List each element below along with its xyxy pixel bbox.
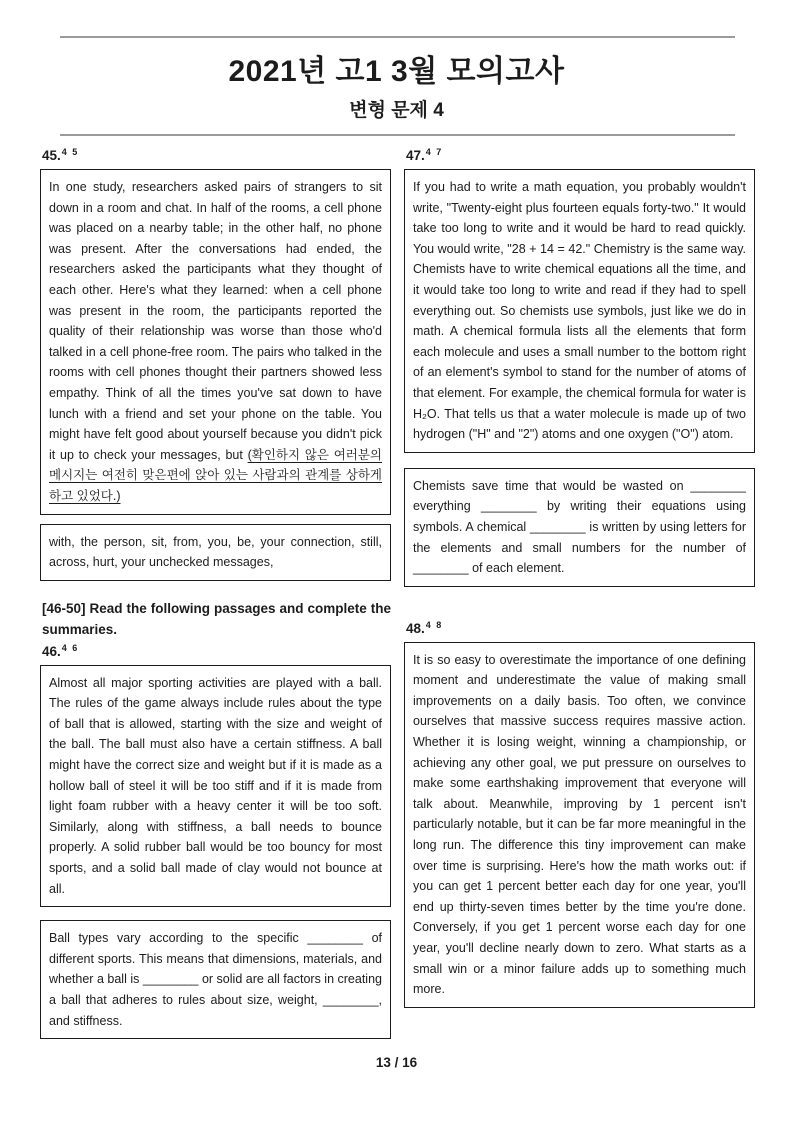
question-48-number: 48.	[406, 620, 425, 636]
header-divider-top	[60, 36, 735, 38]
question-47-label	[406, 148, 755, 165]
left-column	[40, 148, 391, 1039]
question-47-summary-text: Chemists save time that would be wasted on ________ everything ________ by writing their equations using symbols. A chemical ________ is written by using letters for the elements and small numbers for the number of ________ of each element.	[413, 478, 746, 576]
section-46-50-heading: [46-50] Read the following passages and complete the summaries.	[42, 600, 391, 637]
question-46-superscript: 4 6	[61, 642, 79, 653]
question-48-label	[406, 621, 755, 638]
exam-subtitle: 변형 문제 4	[349, 100, 444, 121]
question-46-number: 46.	[42, 643, 61, 659]
question-45-passage-text: In one study, researchers asked pairs of strangers to sit down in a room and chat. In half of the rooms, a cell phone was placed on a nearby table; in the other half, no phone was present. After the conversations had ended, the researchers asked the participants what they thought of each other. Here's what they learned: when a cell phone was present in the room, the participants reported the quality of their relationship was worse than those who'd talked in a cell phone-free room. The pairs who talked in the rooms with cell phones thought their partners showed less empathy. Think of all the times you've sat down to have lunch with a friend and set your phone on the table. You might have felt good about yourself because you didn't pick it up to check your messages, but	[49, 180, 382, 462]
question-46-passage-box	[40, 665, 391, 908]
question-45-label	[42, 148, 391, 165]
question-47-number: 47.	[406, 148, 425, 163]
question-48-passage-text: It is so easy to overestimate the importance of one defining moment and underestimate the value of making small improvements on a daily basis. Too often, we convince ourselves that massive success requires massive action. Whether it is losing weight, winning a championship, or achieving any other goal, we put pressure on ourselves to make some earthshaking improvement that everyone will talk about. Meanwhile, improving by 1 percent isn't particularly notable, but it can be far more meaningful in the long run. The difference this tiny improvement can make over time is surprising. Here's how the math works out: if you can get 1 percent better each day for one year, you'll end up thirty-seven times better by the time you're done. Conversely, if you get 1 percent worse each day for one year, you'll decline nearly down to zero. What starts as a small win or a minor failure adds up to something much more.	[413, 652, 746, 997]
content-columns	[0, 142, 793, 1039]
question-47-summary-box	[404, 468, 755, 587]
question-45-superscript: 4 5	[61, 147, 79, 157]
right-column	[404, 148, 755, 1008]
question-48-passage-box	[404, 642, 755, 1008]
question-45-word-bank-box	[40, 524, 391, 581]
page-number: 13 / 16	[375, 1055, 418, 1070]
question-46-summary-box	[40, 920, 391, 1039]
question-45-underlined-korean: (확인하지 않은 여러분의 메시지는 여전히 맞은편에 앉아 있는 사람과의 관계를 상하게 하고 있었다.)	[49, 447, 382, 503]
question-47-passage-box	[404, 169, 755, 453]
question-48-superscript: 4 8	[425, 619, 443, 630]
question-46-summary-text: Ball types vary according to the specific ________ of different sports. This means that dimensions, materials, and whether a ball is ________ or solid are all factors in creating a ball that adheres to rules about size, weight, ________, and stiffness.	[49, 931, 382, 1028]
exam-title: 2021년 고1 3월 모의고사	[228, 55, 565, 88]
question-46-passage-text: Almost all major sporting activities are played with a ball. The rules of the game always include rules about the type of ball that is allowed, starting with the size and weight of the ball. The ball must also have a certain stiffness. A ball might have the correct size and weight but if it is made as a hollow ball of steel it will be too stiff and if it is made from light foam rubber with a heavy center it will be too soft. Similarly, along with stiffness, a ball needs to bounce properly. A solid rubber ball would be too bouncy for most sports, and a solid ball made of clay would not bounce at all.	[49, 675, 382, 896]
question-47-passage-text: If you had to write a math equation, you probably wouldn't write, "Twenty-eight plus fourteen equals forty-two." It would take too long to write and it would be hard to read quickly. You would write, "28 + 14 = 42." Chemistry is the same way. Chemists have to write chemical equations all the time, and it would take too long to write and read if they had to spell everything out. So chemists use symbols, just like we do in math. A chemical formula lists all the elements that form each molecule and uses a small number to the bottom right of an element's symbol to stand for the number of atoms of that element. For example, the chemical formula for water is H₂O. That tells us that a water molecule is made up of two hydrogen ("H" and "2") atoms and one oxygen ("O") atom.	[413, 180, 746, 442]
question-45-word-bank-text: with, the person, sit, from, you, be, your connection, still, across, hurt, your unchecked messages,	[49, 534, 382, 570]
question-45-passage-box	[40, 169, 391, 515]
page-footer	[0, 1054, 793, 1072]
question-47-superscript: 4 7	[425, 147, 443, 157]
page-header	[0, 36, 793, 136]
header-divider-bottom	[60, 134, 735, 136]
question-45-number: 45.	[42, 148, 61, 163]
question-46-label	[42, 644, 391, 661]
